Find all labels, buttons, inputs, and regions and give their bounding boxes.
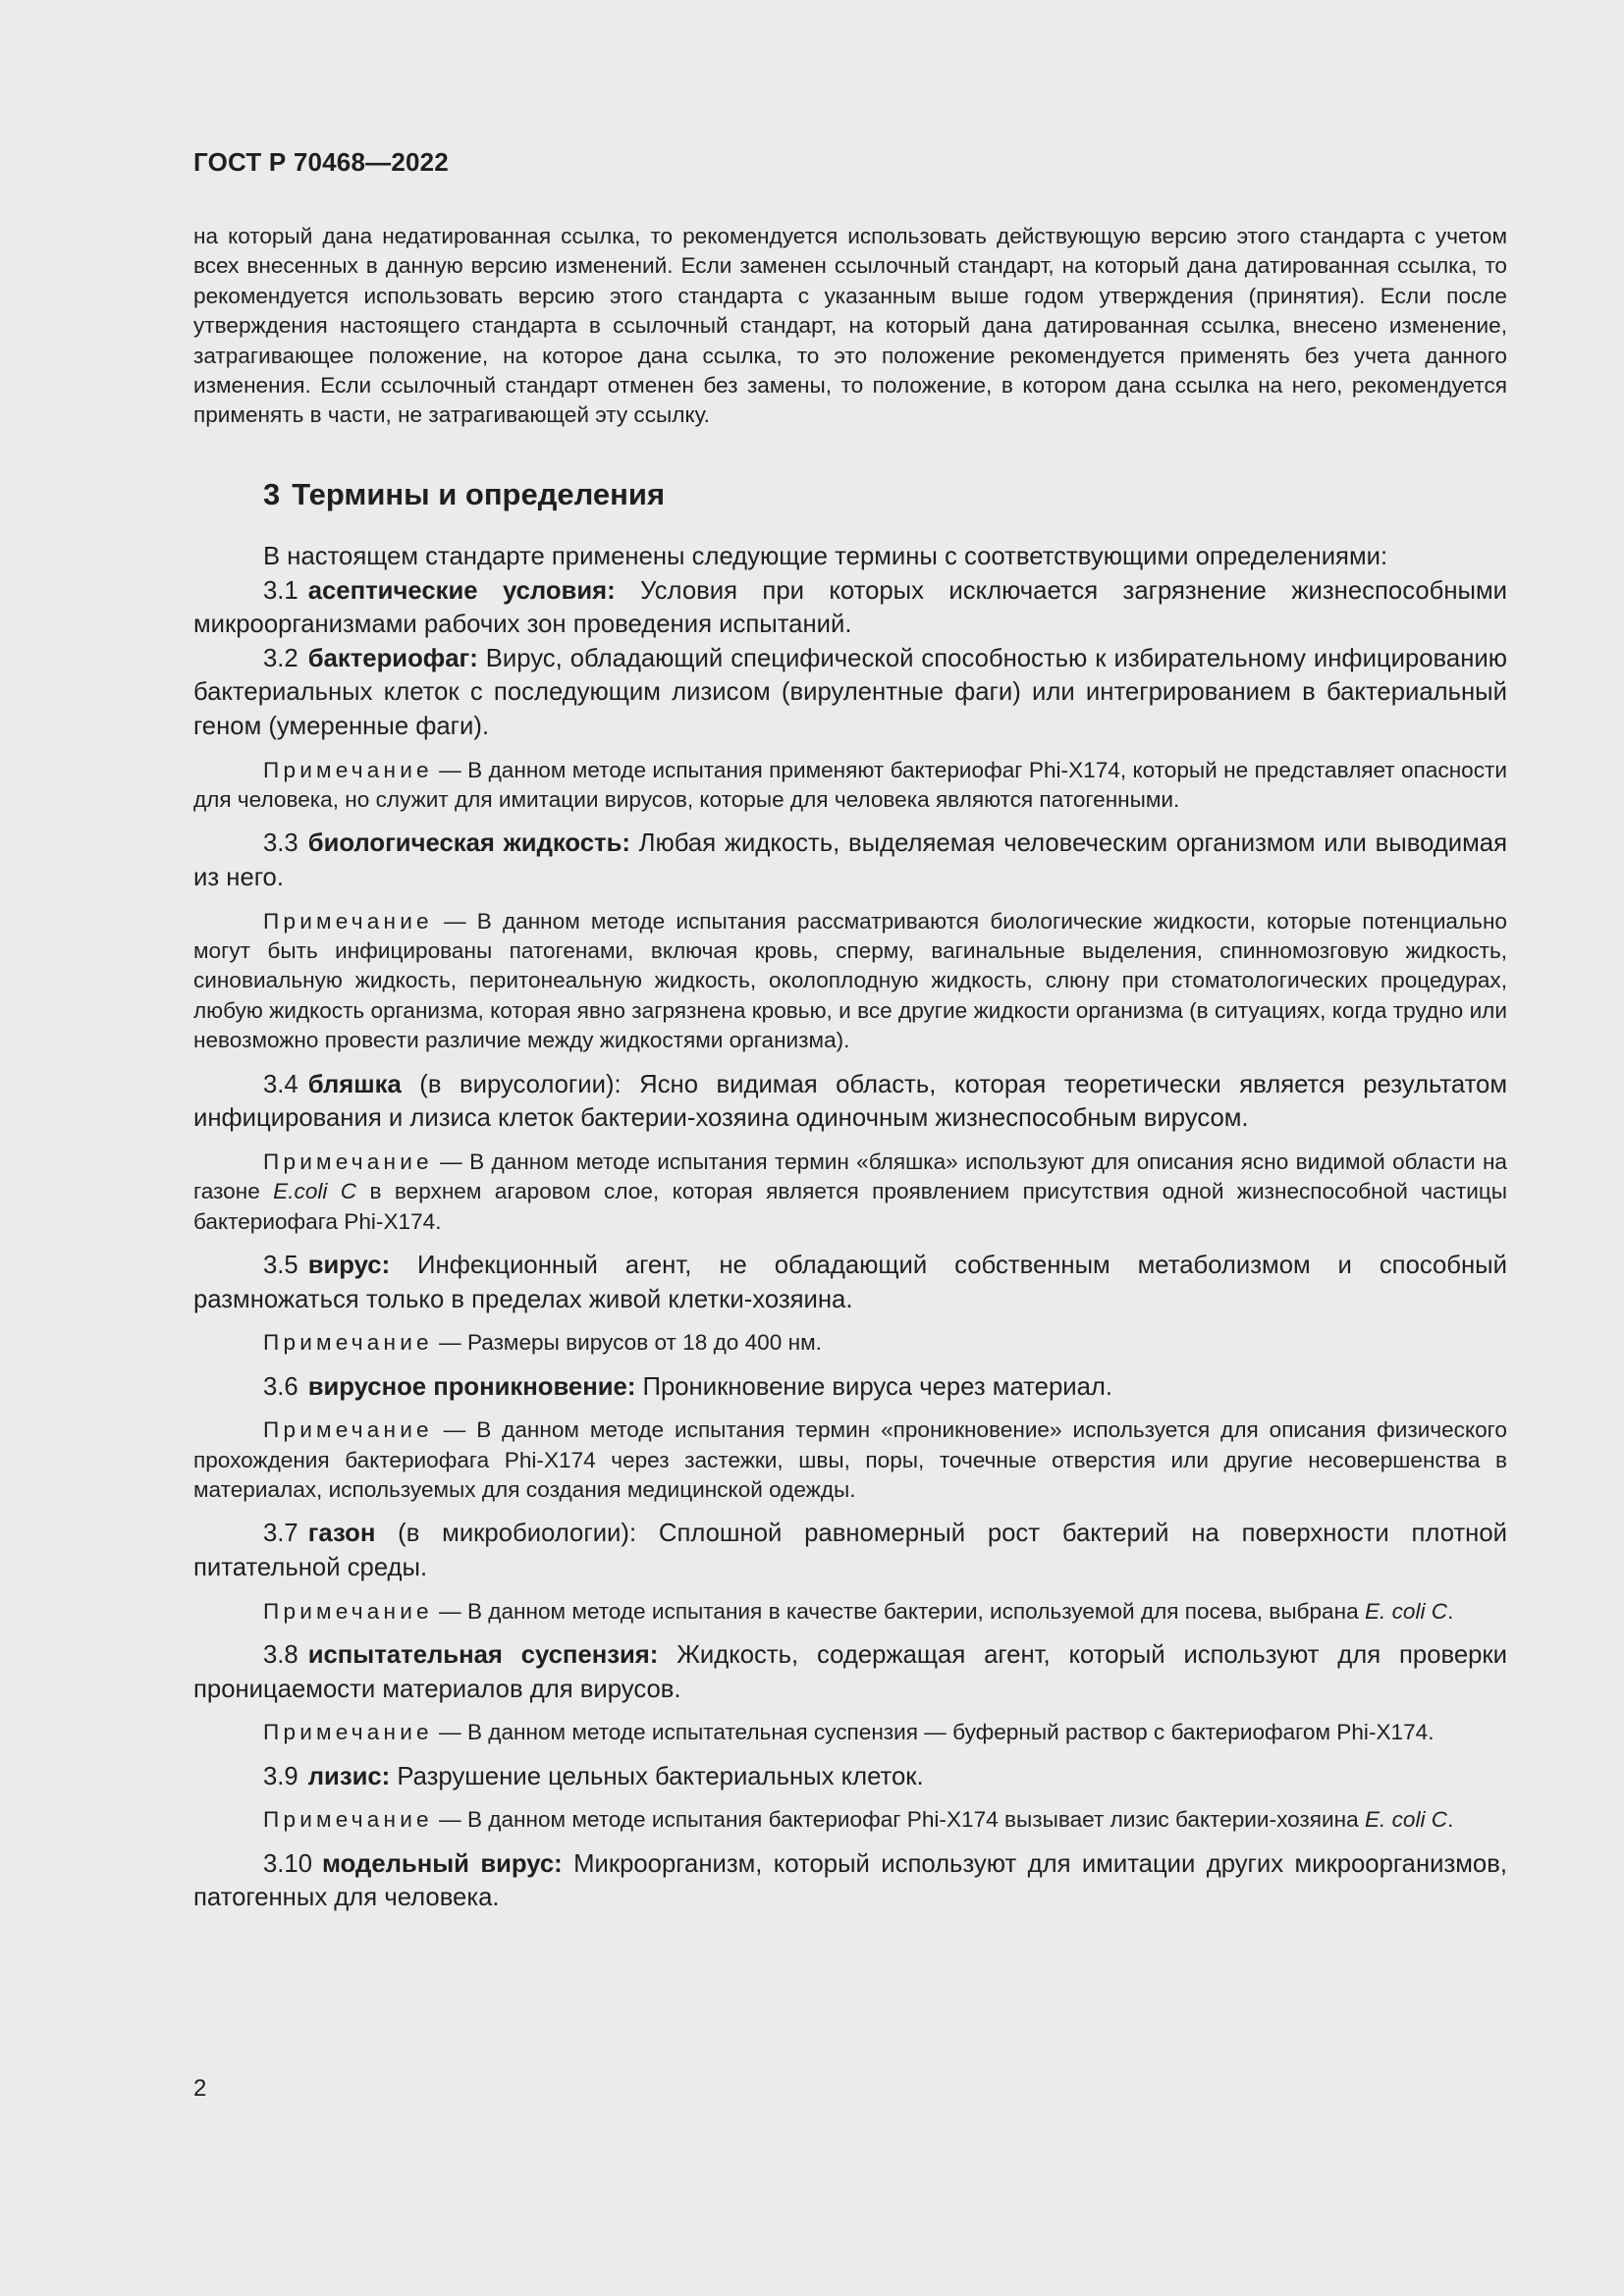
note-label: Примечание bbox=[263, 1807, 433, 1833]
note-text-cont: в верхнем агаровом слое, которая является проявлением присутствия одной жизнеспособной частицы бактериофага Phi-X174. bbox=[193, 1179, 1507, 1234]
term-note bbox=[193, 1148, 1507, 1237]
note-label: Примечание bbox=[263, 1720, 433, 1745]
note-dash: — bbox=[432, 1598, 467, 1624]
term-name: испытательная суспензия: bbox=[307, 1641, 659, 1669]
note-text: Размеры вирусов от 18 до 400 нм. bbox=[466, 1330, 822, 1356]
term-entry bbox=[193, 1068, 1507, 1136]
term-number: 3.1 bbox=[263, 576, 298, 605]
term-definition: Вирус, обладающий специфической способностью к избирательному инфицированию бактериальных клеток с последующим лизисом (вирулентные фаги) или интегрированием в бактериальный геном (умеренные фаги). bbox=[193, 644, 1507, 740]
term-name: лизис: bbox=[307, 1762, 391, 1790]
term-definition: Условия при которых исключается загрязнение жизнеспособными микроорганизмами рабочих зон проведения испытаний. bbox=[193, 576, 1507, 639]
term-name: модельный вирус: bbox=[322, 1849, 563, 1878]
term-note bbox=[193, 756, 1507, 816]
term-number: 3.4 bbox=[263, 1070, 298, 1098]
term-note bbox=[193, 907, 1507, 1056]
note-dash: — bbox=[432, 1330, 467, 1356]
note-text-cont: . bbox=[1447, 1807, 1454, 1833]
term-entry bbox=[193, 1638, 1507, 1706]
term-entry bbox=[193, 1370, 1507, 1405]
page-number: 2 bbox=[193, 2075, 207, 2102]
note-label: Примечание bbox=[263, 908, 433, 934]
intro-paragraph: на который дана недатированная ссылка, то рекомендуется использовать действующую версию этого стандарта с учетом всех внесенных в данную версию изменений. Если заменен ссылочный стандарт, на который дана датированная ссылка, то рекомендуется использовать версию этого стандарта с указанным выше годом утверждения (принятия). Если после утверждения настоящего стандарта в ссылочный стандарт, на который дана датированная ссылка, внесено изменение, затрагивающее положение, на которое дана ссылка, то это положение рекомендуется применять без учета данного изменения. Если ссылочный стандарт отменен без замены, то положение, в котором дана ссылка на него, рекомендуется применять в части, не затрагивающей эту ссылку. bbox=[193, 224, 1507, 428]
term-number: 3.10 bbox=[263, 1849, 312, 1878]
term-number: 3.2 bbox=[263, 644, 298, 672]
term-number: 3.7 bbox=[263, 1520, 298, 1548]
term-note bbox=[193, 1718, 1507, 1747]
note-dash: — bbox=[432, 1807, 467, 1833]
note-text-cont: . bbox=[1447, 1598, 1454, 1624]
note-dash: — bbox=[432, 908, 477, 934]
term-entry bbox=[193, 1517, 1507, 1584]
note-text: В данном методе испытания рассматриваются биологические жидкости, которые потенциально могут быть инфицированы патогенами, включая кровь, сперму, вагинальные выделения, спинномозговую жидкость, синовиальную жидкость, перитонеальную жидкость, околоплодную жидкость, слюну при стоматологических процедурах, любую жидкость организма, которая явно загрязнена кровью, и все другие жидкости организма (в ситуациях, когда трудно или невозможно провести различие между жидкостями организма). bbox=[193, 908, 1507, 1053]
note-text: В данном методе испытания термин «проникновение» используется для описания физического прохождения бактериофага Phi-X174 через застежки, швы, поры, точечные отверстия или другие несовершенства в материалах, используемых для создания медицинской одежды. bbox=[193, 1417, 1507, 1502]
document-header: ГОСТ Р 70468—2022 bbox=[193, 147, 449, 177]
note-dash: — bbox=[432, 1720, 467, 1745]
term-qualifier: (в микробиологии): bbox=[375, 1520, 637, 1548]
term-qualifier: (в вирусологии): bbox=[401, 1070, 622, 1098]
note-text: В данном методе испытания применяют бактериофаг Phi-X174, который не представляет опасности для человека, но служит для имитации вирусов, которые для человека являются патогенными. bbox=[193, 757, 1507, 812]
term-definition: Ясно видимая область, которая теоретически является результатом инфицирования и лизиса клеток бактерии-хозяина одиночным жизнеспособным вирусом. bbox=[193, 1070, 1507, 1133]
term-entry bbox=[193, 1847, 1507, 1915]
term-number: 3.6 bbox=[263, 1372, 298, 1401]
term-definition: Микроорганизм, который используют для имитации других микроорганизмов, патогенных для человека. bbox=[193, 1849, 1507, 1912]
term-number: 3.3 bbox=[263, 829, 298, 858]
section-lead: В настоящем стандарте применены следующие термины с соответствующими определениями: bbox=[263, 543, 1388, 570]
note-label: Примечание bbox=[263, 1598, 433, 1624]
section-title-text: Термины и определения bbox=[292, 477, 666, 511]
term-number: 3.8 bbox=[263, 1641, 298, 1669]
note-text: В данном методе испытания в качестве бактерии, используемой для посева, выбрана bbox=[466, 1598, 1365, 1624]
term-name: бляшка bbox=[307, 1070, 402, 1098]
term-name: вирус: bbox=[307, 1252, 391, 1279]
term-definition: Любая жидкость, выделяемая человеческим организмом или выводимая из него. bbox=[193, 829, 1507, 891]
note-label: Примечание bbox=[263, 1330, 433, 1356]
note-label: Примечание bbox=[263, 757, 433, 782]
term-name: вирусное проникновение: bbox=[307, 1372, 636, 1401]
term-name: биологическая жидкость: bbox=[307, 829, 630, 858]
note-text: В данном методе испытательная суспензия — буферный раствор с бактериофагом Phi-X174. bbox=[466, 1720, 1435, 1745]
term-entry bbox=[193, 827, 1507, 894]
term-entry bbox=[193, 574, 1507, 642]
term-entry bbox=[193, 642, 1507, 744]
term-definition: Разрушение цельных бактериальных клеток. bbox=[390, 1762, 924, 1790]
term-definition: Жидкость, содержащая агент, который используют для проверки проницаемости материалов для вирусов. bbox=[193, 1641, 1508, 1703]
note-italic: E. coli C bbox=[1364, 1598, 1448, 1624]
term-name: бактериофаг: bbox=[307, 644, 478, 672]
term-note bbox=[193, 1415, 1507, 1505]
note-text: В данном методе испытания термин «бляшка» используют для описания ясно видимой области на газоне bbox=[193, 1148, 1507, 1204]
note-italic: E.coli C bbox=[273, 1179, 357, 1204]
term-definition: Сплошной равномерный рост бактерий на поверхности плотной питательной среды. bbox=[193, 1520, 1507, 1581]
term-entry bbox=[193, 1249, 1507, 1316]
term-definition: Инфекционный агент, не обладающий собственным метаболизмом и способный размножаться только в пределах живой клетки-хозяина. bbox=[193, 1252, 1507, 1313]
term-name: асептические условия: bbox=[307, 576, 616, 605]
note-italic: E. coli C bbox=[1364, 1807, 1448, 1833]
note-label: Примечание bbox=[263, 1417, 433, 1443]
note-dash: — bbox=[432, 757, 468, 782]
section-number: 3 bbox=[263, 477, 281, 511]
section-title bbox=[263, 477, 665, 512]
term-note bbox=[193, 1328, 1507, 1358]
note-label: Примечание bbox=[263, 1148, 433, 1174]
term-note bbox=[193, 1597, 1507, 1627]
section-body bbox=[193, 540, 1507, 1915]
term-definition: Проникновение вируса через материал. bbox=[635, 1372, 1112, 1401]
term-name: газон bbox=[307, 1520, 376, 1548]
term-number: 3.5 bbox=[263, 1252, 298, 1279]
term-number: 3.9 bbox=[263, 1762, 298, 1790]
term-note bbox=[193, 1805, 1507, 1835]
note-dash: — bbox=[432, 1417, 477, 1443]
note-text: В данном методе испытания бактериофаг Phi-X174 вызывает лизис бактерии-хозяина bbox=[466, 1807, 1365, 1833]
term-entry bbox=[193, 1760, 1507, 1794]
note-dash: — bbox=[432, 1148, 470, 1174]
